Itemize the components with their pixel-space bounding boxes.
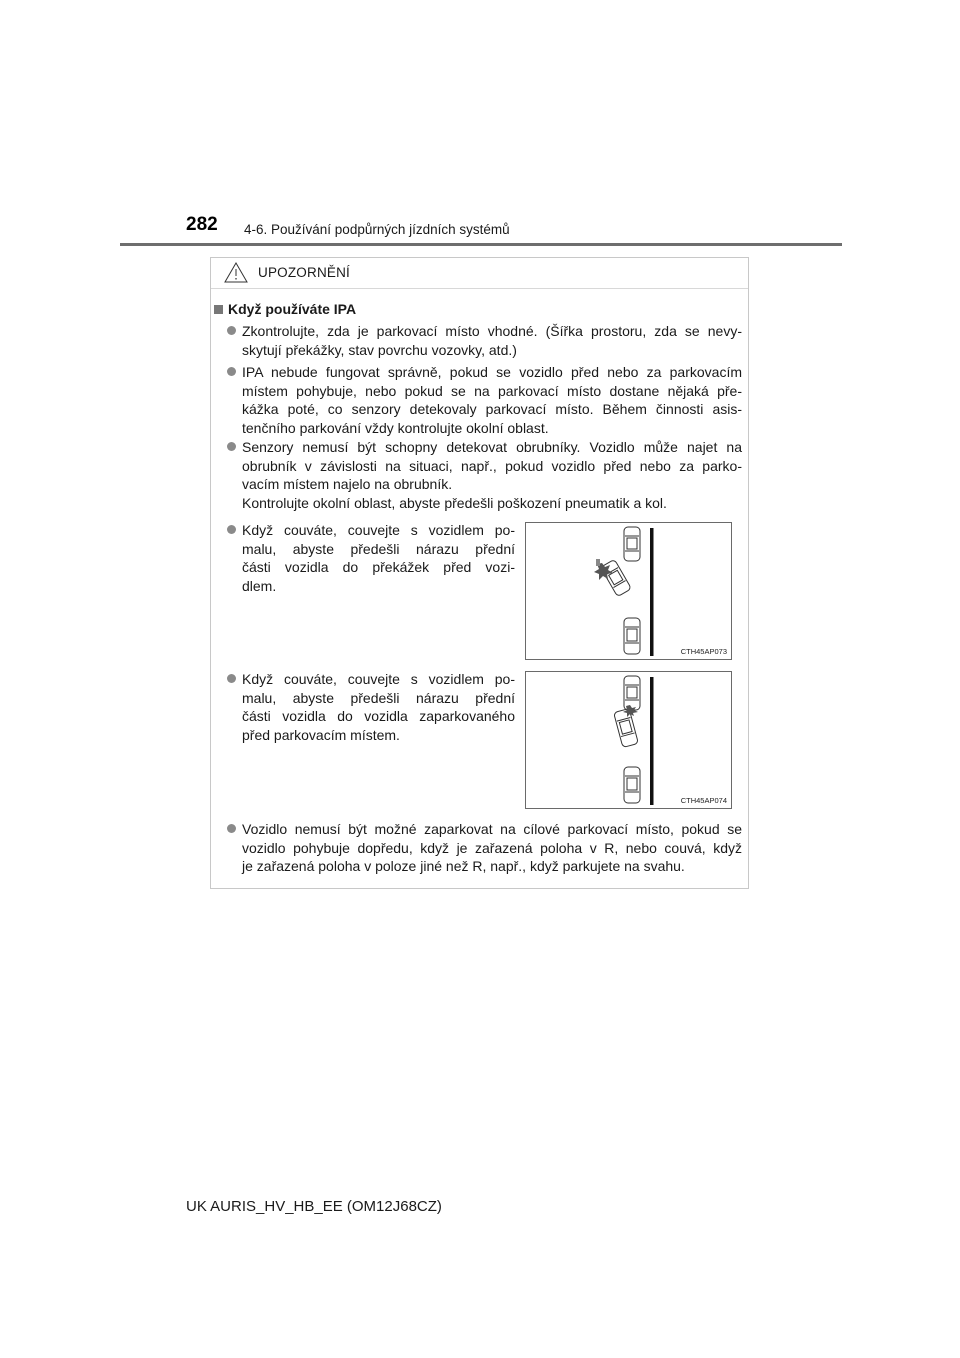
- bullet-line: části vozidla do vozidla zaparkovaného: [242, 708, 515, 725]
- parking-illustration: [526, 672, 731, 808]
- section-title: 4-6. Používání podpůrných jízdních systémů: [244, 222, 510, 237]
- bullet-dot-icon: [227, 326, 236, 335]
- bullet-line: skytují překážky, stav povrchu vozovky, atd.): [242, 341, 517, 358]
- footer-model-code: UK AURIS_HV_HB_EE (OM12J68CZ): [186, 1198, 442, 1215]
- subheading-text: Když používáte IPA: [228, 301, 357, 317]
- bullet-line: části vozidla do překážek před vozi-: [242, 559, 515, 576]
- warning-header: [211, 258, 748, 289]
- bullet-line: vacím místem najelo na obrubník.: [242, 476, 453, 493]
- bullet-item: [242, 438, 742, 512]
- figure-code: CTH45AP074: [680, 796, 727, 805]
- bullet-dot-icon: [227, 824, 236, 833]
- square-bullet-icon: [214, 305, 223, 314]
- bullet-item: [242, 363, 742, 437]
- bullet-line: Vozidlo nemusí být možné zaparkovat na cílové parkovací místo, pokud se: [242, 821, 742, 837]
- bullet-line: místem pohybuje, nebo pokud se na parkovací místo dostane nějaká pře-: [242, 382, 742, 399]
- bullet-line: Když couváte, couvejte s vozidlem po-: [242, 671, 515, 687]
- illustration-parked-vehicle: [525, 671, 732, 809]
- bullet-line: obrubník v závislosti na situaci, např., pokud vozidlo před nebo za parko-: [242, 457, 742, 474]
- warning-box: [210, 257, 749, 889]
- car-icon: [624, 527, 640, 561]
- bullet-line: Zkontrolujte, zda je parkovací místo vhodné. (Šířka prostoru, zda se nevy-: [242, 323, 742, 339]
- bullet-line: IPA nebude fungovat správně, pokud se vozidlo před nebo za parkovacím: [242, 364, 742, 380]
- bullet-line: malu, abyste předešli nárazu přední: [242, 689, 515, 706]
- bullet-dot-icon: [227, 525, 236, 534]
- warning-title: UPOZORNĚNÍ: [258, 265, 351, 280]
- reversing-car-icon: [614, 709, 639, 748]
- subheading: [214, 301, 356, 317]
- bullet-dot-icon: [227, 674, 236, 683]
- bullet-line: vozidlo pohybuje dopředu, když je zařazená poloha v R, nebo couvá, když: [242, 839, 742, 856]
- bullet-line: Senzory nemusí být schopny detekovat obrubníky. Vozidlo může najet na: [242, 439, 742, 455]
- car-icon: [624, 618, 640, 654]
- header-rule: [120, 243, 842, 246]
- bullet-dot-icon: [227, 367, 236, 376]
- bullet-item: [242, 521, 515, 595]
- parking-illustration: [526, 523, 731, 659]
- bullet-line: malu, abyste předešli nárazu přední: [242, 540, 515, 557]
- bullet-item: [242, 322, 742, 359]
- figure-code: CTH45AP073: [680, 647, 727, 656]
- bullet-line: dlem.: [242, 577, 277, 594]
- bullet-dot-icon: [227, 442, 236, 451]
- bullet-line: Když couváte, couvejte s vozidlem po-: [242, 522, 515, 538]
- page-number: 282: [186, 214, 218, 235]
- bullet-item: [242, 670, 515, 744]
- bullet-line: kážka poté, co senzory detekovaly parkovací místo. Během činnosti asis-: [242, 401, 742, 418]
- illustration-obstacle: [525, 522, 732, 660]
- bullet-line: Kontrolujte okolní oblast, abyste předešli poškození pneumatik a kol.: [242, 494, 667, 511]
- bullet-line: je zařazená poloha v poloze jiné než R, např., když parkujete na svahu.: [242, 858, 685, 875]
- bullet-item: [242, 820, 742, 876]
- reversing-car-icon: [601, 559, 632, 596]
- bullet-line: před parkovacím místem.: [242, 726, 400, 743]
- car-icon: [624, 676, 640, 710]
- warning-triangle-icon: [224, 262, 248, 283]
- bullet-line: tenčního parkování vždy kontrolujte okolní oblast.: [242, 419, 549, 436]
- car-icon: [624, 767, 640, 803]
- obstacle-icon: [596, 559, 600, 566]
